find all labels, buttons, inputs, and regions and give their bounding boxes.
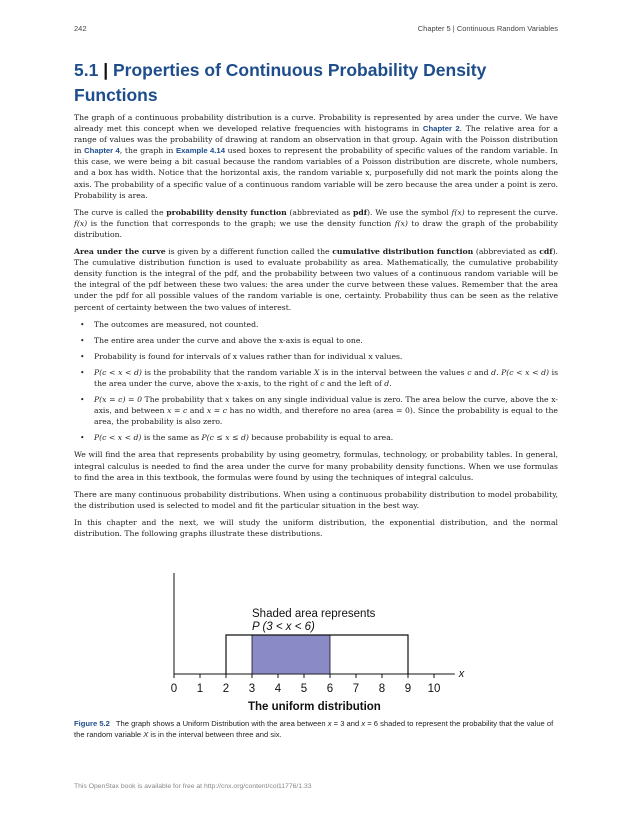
text: The curve is called the <box>74 207 167 217</box>
text: . <box>496 367 502 377</box>
list-item <box>74 367 558 389</box>
math: x = c <box>206 406 228 416</box>
math: x = c <box>167 406 188 416</box>
paragraph-1 <box>74 112 558 201</box>
text: (abbreviated as <box>473 247 540 257</box>
list-item <box>74 319 558 330</box>
math: X <box>313 367 320 377</box>
math: c <box>320 378 325 388</box>
properties-list <box>74 319 558 444</box>
text: is the function that corresponds to the graph; we use the density function <box>87 218 395 228</box>
text: = 6 shaded to represent the probability that the value of the random variable <box>74 719 554 739</box>
x-tick-label: 5 <box>300 683 308 695</box>
figure-caption <box>74 718 558 740</box>
abbr-cdf: cdf <box>539 247 553 257</box>
section-title <box>74 58 564 108</box>
x-tick-label: 1 <box>196 683 204 695</box>
x-tick-label: 2 <box>222 683 230 695</box>
x-tick-label: 9 <box>404 683 412 695</box>
math: P(c < x < d) <box>94 367 142 377</box>
x-tick-marks <box>174 674 434 678</box>
math: x <box>327 719 332 728</box>
paragraph-3 <box>74 246 558 313</box>
text: is the same as <box>141 433 202 443</box>
x-tick-label: 3 <box>248 683 256 695</box>
body-text <box>74 112 558 545</box>
text: . The relative area for a range of values was the probability of drawing at random an observation in that group. Again with the Poisson distribution in <box>74 124 558 156</box>
list-item <box>74 351 558 362</box>
bullet-icon: • <box>80 367 85 377</box>
abbr-pdf: pdf <box>352 207 368 217</box>
text: and the left of <box>324 378 385 388</box>
text: to draw the graph of the probability distribution. <box>74 218 558 239</box>
math: c <box>467 367 472 377</box>
figure-label: Figure 5.2 <box>74 719 110 728</box>
math-fx: f(x) <box>74 218 88 228</box>
bullet-icon: • <box>80 335 85 345</box>
text: to represent the curve. <box>464 207 558 217</box>
math: d <box>491 367 497 377</box>
text: ). The cumulative distribution function is used to evaluate probability as area. Mathematically, the cumulative probability density function is the integral of the pdf, and the probability between two values of a continuous random variable will be the integral of the pdf between these two values: the area under the curve between these values. Remember that the area under the pdf for all possible values of the random variable is one, certainty. Probability thus can be seen as the relative percent of certainty between the two values of interest. <box>74 247 559 312</box>
page-number: 242 <box>74 24 87 33</box>
text: is the area under the curve, above the x-axis, to the right of <box>94 367 559 388</box>
math: P(x = c) = 0 <box>94 395 142 405</box>
uniform-distribution-chart <box>140 565 480 715</box>
bullet-icon: • <box>80 395 85 405</box>
x-tick-labels <box>171 683 441 695</box>
annotation-line-1: Shaded area represents <box>252 608 376 620</box>
math-fx: f(x) <box>394 218 408 228</box>
text: is given by a different function called the <box>165 247 333 257</box>
x-tick-label: 4 <box>274 683 282 695</box>
math: x <box>225 395 230 405</box>
text: The graph shows a Uniform Distribution with the area between <box>115 719 328 728</box>
page-footer: This OpenStax book is available for free at http://cnx.org/content/col11776/1.33 <box>74 783 312 790</box>
chapter-2-link[interactable]: Chapter 2 <box>422 124 460 134</box>
math: P(c < x < d) <box>94 433 142 443</box>
math: X <box>143 730 149 739</box>
x-tick-label: 0 <box>170 683 178 695</box>
x-axis-label: x <box>458 668 465 680</box>
text: The probability that <box>141 395 226 405</box>
x-tick-label: 10 <box>427 683 441 695</box>
math: d <box>384 378 390 388</box>
chapter-4-link[interactable]: Chapter 4 <box>84 146 120 156</box>
list-item <box>74 394 558 427</box>
paragraph-2 <box>74 207 558 240</box>
math-fx: f(x) <box>451 207 465 217</box>
example-4-14-link[interactable]: Example 4.14 <box>176 146 225 156</box>
chapter-header: Chapter 5 | Continuous Random Variables <box>417 24 558 33</box>
text: and <box>187 406 207 416</box>
text: is the probability that the random variable <box>141 367 314 377</box>
term-cdf: cumulative distribution function <box>332 247 474 257</box>
title-separator: | <box>103 60 109 80</box>
x-tick-label: 7 <box>352 683 360 695</box>
math: P(c ≤ x ≤ d) <box>201 433 249 443</box>
paragraph-6: In this chapter and the next, we will study the uniform distribution, the exponential distribution, and the normal distribution. The following graphs illustrate these distributions. <box>74 517 558 538</box>
chart-title: The uniform distribution <box>247 701 381 713</box>
bullet-icon: • <box>80 319 85 329</box>
x-tick-label: 6 <box>326 683 334 695</box>
text: because probability is equal to area. <box>248 433 394 443</box>
text: and <box>471 367 492 377</box>
text: has no width, and therefore no area (area = 0). Since the probability is equal to the area, the probability is also zero. <box>94 406 558 427</box>
bullet-icon: • <box>80 433 85 443</box>
text: is in the interval between three and six. <box>148 730 282 739</box>
section-number: 5.1 <box>74 60 99 80</box>
text: The graph of a continuous probability distribution is a curve. Probability is represented by area under the curve. We have already met this concept when we developed relative frequencies with histograms in <box>74 113 558 134</box>
shaded-area <box>252 635 330 674</box>
paragraph-4: We will find the area that represents probability by using geometry, formulas, technology, or probability tables. In general, integral calculus is needed to find the area under the curve for many probability density functions. When we use formulas to find the area in this textbook, the formulas were found by using the techniques of integral calculus. <box>74 450 558 482</box>
annotation-line-2: P (3 < x < 6) <box>252 621 315 633</box>
bullet-icon: • <box>80 351 85 361</box>
text: . <box>389 378 392 388</box>
paragraph-5: There are many continuous probability distributions. When using a continuous probability distribution to model probability, the distribution used is selected to model and fit the particular situation in the best way. <box>74 489 558 510</box>
section-title-text: Properties of Continuous Probability Density Functions <box>74 60 487 105</box>
term-pdf: probability density function <box>166 207 287 217</box>
text: = 3 and <box>331 719 362 728</box>
text: , the graph in <box>119 146 177 156</box>
term-area-under-curve: Area under the curve <box>74 247 166 257</box>
text: used boxes to represent the probability of specific values of the random variable. In this case, we were being a bit casual because the random variables of a Poisson distribution are discrete, whole numbers, and a box has width. Notice that the horizontal axis, the random variable x, purposefully did not mark the points along the axis. The probability of a specific value of a continuous random variable will be zero because the area under a point is zero. Probability is area. <box>74 146 558 200</box>
text: Probability is found for intervals of x values rather than for individual x values. <box>94 351 403 361</box>
text: The entire area under the curve and above the x-axis is equal to one. <box>94 335 363 345</box>
math: P(c < x < d) <box>501 367 550 377</box>
list-item <box>74 335 558 346</box>
math: x <box>361 719 366 728</box>
text: is in the interval between the values <box>319 367 468 377</box>
x-tick-label: 8 <box>378 683 386 695</box>
text: (abbreviated as <box>286 207 353 217</box>
text: takes on any single individual value is zero. The area below the curve, above the x-axis, and between <box>94 395 558 416</box>
text: ). We use the symbol <box>367 207 452 217</box>
text: The outcomes are measured, not counted. <box>94 319 259 329</box>
list-item <box>74 432 558 443</box>
